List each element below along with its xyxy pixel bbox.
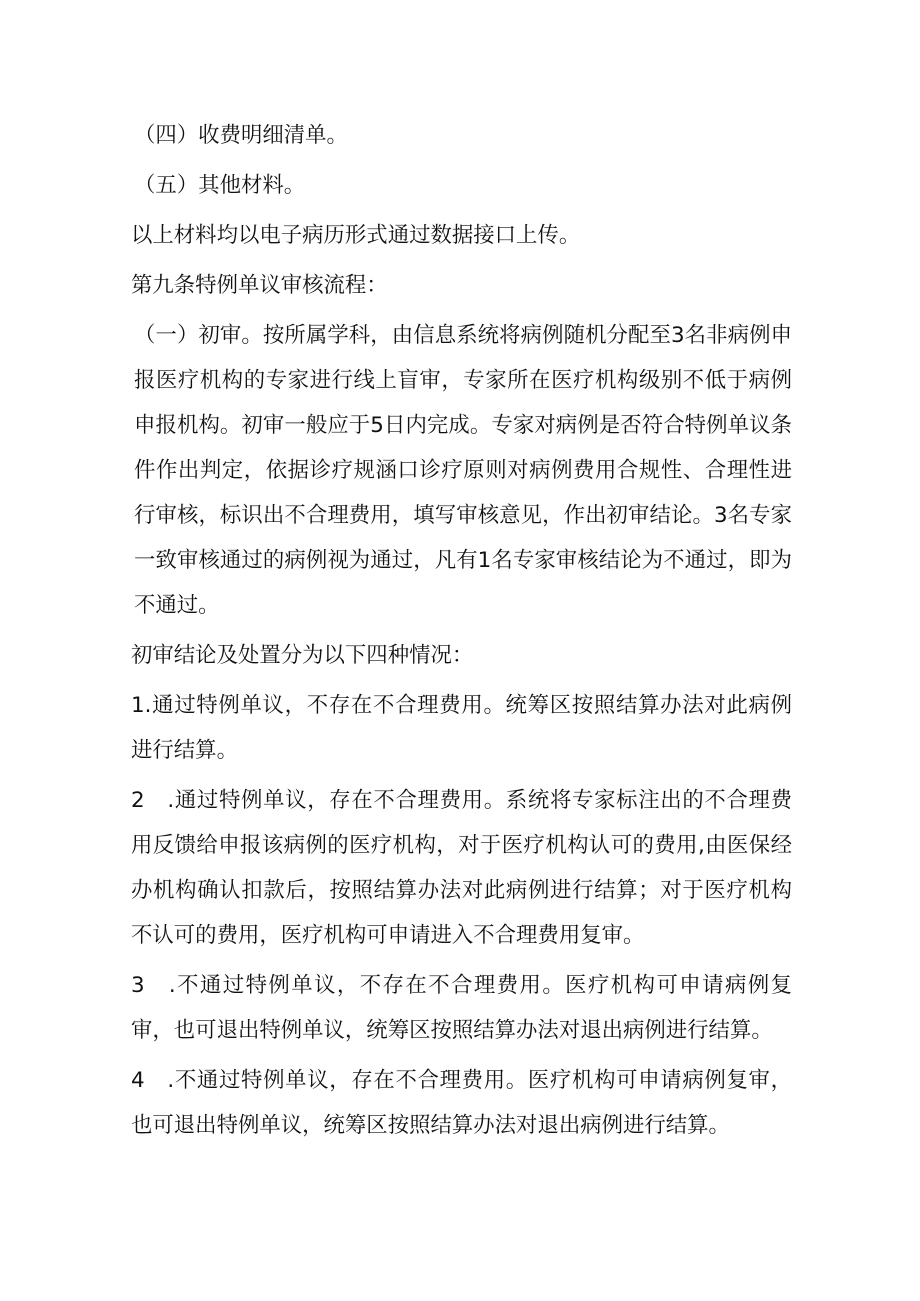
list-item-2: 2 .通过特例单议，存在不合理费用。系统将专家标注出的不合理费用反馈给申报该病例的医疗机构，对于医疗机构认可的费用,由医保经办机构确认扣款后，按照结算办法对此病例进行结算；对于医疗机构不认可的费用，医疗机构可申请进入不合理费用复审。	[131, 788, 792, 948]
paragraph-initial-review: （一）初审。按所属学科，由信息系统将病例随机分配至3名非病例申报医疗机构的专家进行线上盲审，专家所在医疗机构级别不低于病例申报机构。初审一般应于5日内完成。专家对病例是否符合特例单议条件作出判定，依据诊疗规涵口诊疗原则对病例费用合规性、合理性进行审核，标识出不合理费用，填写审核意见，作出初审结论。3名专家一致审核通过的病例视为通过，凡有1名专家审核结论为不通过，即为不通过。	[134, 323, 792, 618]
paragraph-upload-note: 以上材料均以电子病历形式通过数据接口上传。	[131, 223, 581, 248]
paragraph-item-5: （五）其他材料。	[134, 173, 306, 198]
paragraph-item-4: （四）收费明细清单。	[134, 123, 348, 148]
list-item-3: 3 .不通过特例单议，不存在不合理费用。医疗机构可申请病例复审，也可退出特例单议，统筹区按照结算办法对退出病例进行结算。	[131, 973, 792, 1043]
section-heading-article-9: 第九条特例单议审核流程：	[131, 273, 388, 298]
paragraph-conclusion-intro: 初审结论及处置分为以下四种情况：	[131, 643, 474, 668]
list-item-4: 4 .不通过特例单议，存在不合理费用。医疗机构可申请病例复审，也可退出特例单议，统筹区按照结算办法对退出病例进行结算。	[131, 1068, 792, 1138]
list-item-1: 1.通过特例单议，不存在不合理费用。统筹区按照结算办法对此病例进行结算。	[131, 693, 792, 763]
